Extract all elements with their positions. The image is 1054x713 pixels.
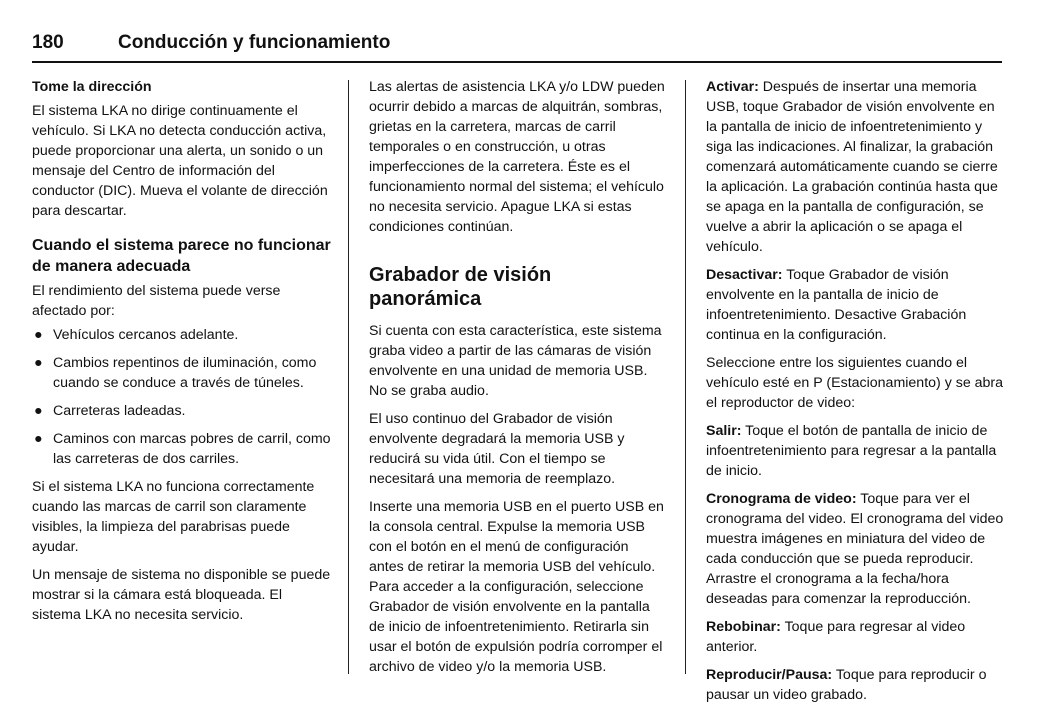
list-item: ● Cambios repentinos de iluminación, como cuando se conduce a través de túneles.	[34, 355, 317, 391]
term-deactivate: Desactivar:	[706, 267, 783, 283]
term-activate: Activar:	[706, 79, 759, 95]
section-title: Conducción y funcionamiento	[118, 32, 391, 53]
paragraph-records: Si cuenta con esta característica, este sistema graba video a partir de las cámaras de visión envolvente en una unidad de memoria USB. No se graba audio.	[369, 323, 662, 399]
paragraph-unavailable: Un mensaje de sistema no disponible se puede mostrar si la cámara está bloqueada. El sistema LKA no necesita servicio.	[32, 567, 331, 623]
paragraph-continuous: El uso continuo del Grabador de visión envolvente degradará la memoria USB y reducirá su vida útil. Con el tiempo se necesitará una memoria de reemplazo.	[369, 411, 625, 487]
paragraph-activate: Activar: Después de insertar una memoria USB, toque Grabador de visión envolvente en la pantalla de inicio de infoentretenimiento y siga las indicaciones. Al finalizar, la grabación comenzará automáticamente cuando se cierre la aplicación. La grabación continúa hasta que se apaga en la pantalla de configuración, se vuelve a abrir la aplicación o se apaga el vehículo.	[706, 79, 998, 255]
paragraph-exit: Salir: Toque el botón de pantalla de inicio de infoentretenimiento para regresar a la pantalla de inicio.	[706, 423, 997, 479]
paragraph-insert: Inserte una memoria USB en el puerto USB en la consola central. Expulse la memoria USB con el botón en el menú de configuración antes de retirar la memoria USB del vehículo. Para acceder a la configuración, seleccione Grabador de visión envolvente en la pantalla de inicio de infoentretenimiento. Retirarla sin usar el botón de expulsión podría corromper el archivo de video y/o la memoria USB.	[369, 499, 664, 675]
term-play: Reproducir/Pausa:	[706, 667, 833, 683]
bullet-icon: ●	[34, 327, 43, 343]
term-exit: Salir:	[706, 423, 742, 439]
paragraph-windshield: Si el sistema LKA no funciona correctamente cuando las marcas de carril son claramente visibles, la limpieza del parabrisas puede ayudar.	[32, 479, 315, 555]
header-rule	[32, 61, 1002, 63]
bullet-icon: ●	[34, 403, 43, 419]
page-number: 180	[32, 32, 64, 53]
paragraph-performance: El rendimiento del sistema puede verse afectado por:	[32, 283, 281, 319]
bullet-icon: ●	[34, 431, 43, 447]
list-item: ● Vehículos cercanos adelante.	[34, 327, 239, 343]
paragraph-rewind: Rebobinar: Toque para regresar al video anterior.	[706, 619, 966, 655]
list-item: ● Caminos con marcas pobres de carril, como las carreteras de dos carriles.	[34, 431, 331, 467]
column-left	[32, 77, 332, 633]
paragraph-play: Reproducir/Pausa: Toque para reproducir o pausar un video grabado.	[706, 667, 987, 703]
page-header	[32, 30, 1002, 58]
column-middle	[369, 77, 667, 685]
paragraph-timeline: Cronograma de video: Toque para ver el cronograma del video. El cronograma del video muestra imágenes en miniatura del video de cada conducción que se pueda reproducir. Arrastre el cronograma a la fecha/hora deseadas para comenzar la reproducción.	[706, 491, 1004, 607]
list-item: ● Carreteras ladeadas.	[34, 403, 186, 419]
paragraph-alerts: Las alertas de asistencia LKA y/o LDW pueden ocurrir debido a marcas de alquitrán, sombras, grietas en la carretera, marcas de carril temporales o en construcción, u otras imperfecciones de la carretera. Éste es el funcionamiento normal del sistema; el vehículo no necesita servicio. Apague LKA si estas condiciones continúan.	[369, 79, 665, 235]
column-divider	[685, 80, 686, 674]
subheading-steer: Tome la dirección	[32, 79, 152, 95]
heading-recorder: Grabador de visión panorámica	[369, 264, 552, 310]
column-divider	[348, 80, 349, 674]
column-right	[706, 77, 1006, 713]
paragraph-select: Seleccione entre los siguientes cuando el vehículo esté en P (Estacionamiento) y se abra el reproductor de video:	[706, 355, 1004, 411]
bullet-list	[32, 325, 332, 469]
bullet-icon: ●	[34, 355, 43, 371]
paragraph-steer: El sistema LKA no dirige continuamente el vehículo. Si LKA no detecta conducción activa, puede proporcionar una alerta, un sonido o un mensaje del Centro de información del conductor (DIC). Mueva el volante de dirección para descartar.	[32, 103, 328, 219]
paragraph-deactivate: Desactivar: Toque Grabador de visión envolvente en la pantalla de inicio de infoentretenimiento. Desactive Grabación continua en la configuración.	[706, 267, 967, 343]
term-timeline: Cronograma de video:	[706, 491, 857, 507]
subheading-malfunction: Cuando el sistema parece no funcionar de manera adecuada	[32, 237, 331, 275]
term-rewind: Rebobinar:	[706, 619, 781, 635]
